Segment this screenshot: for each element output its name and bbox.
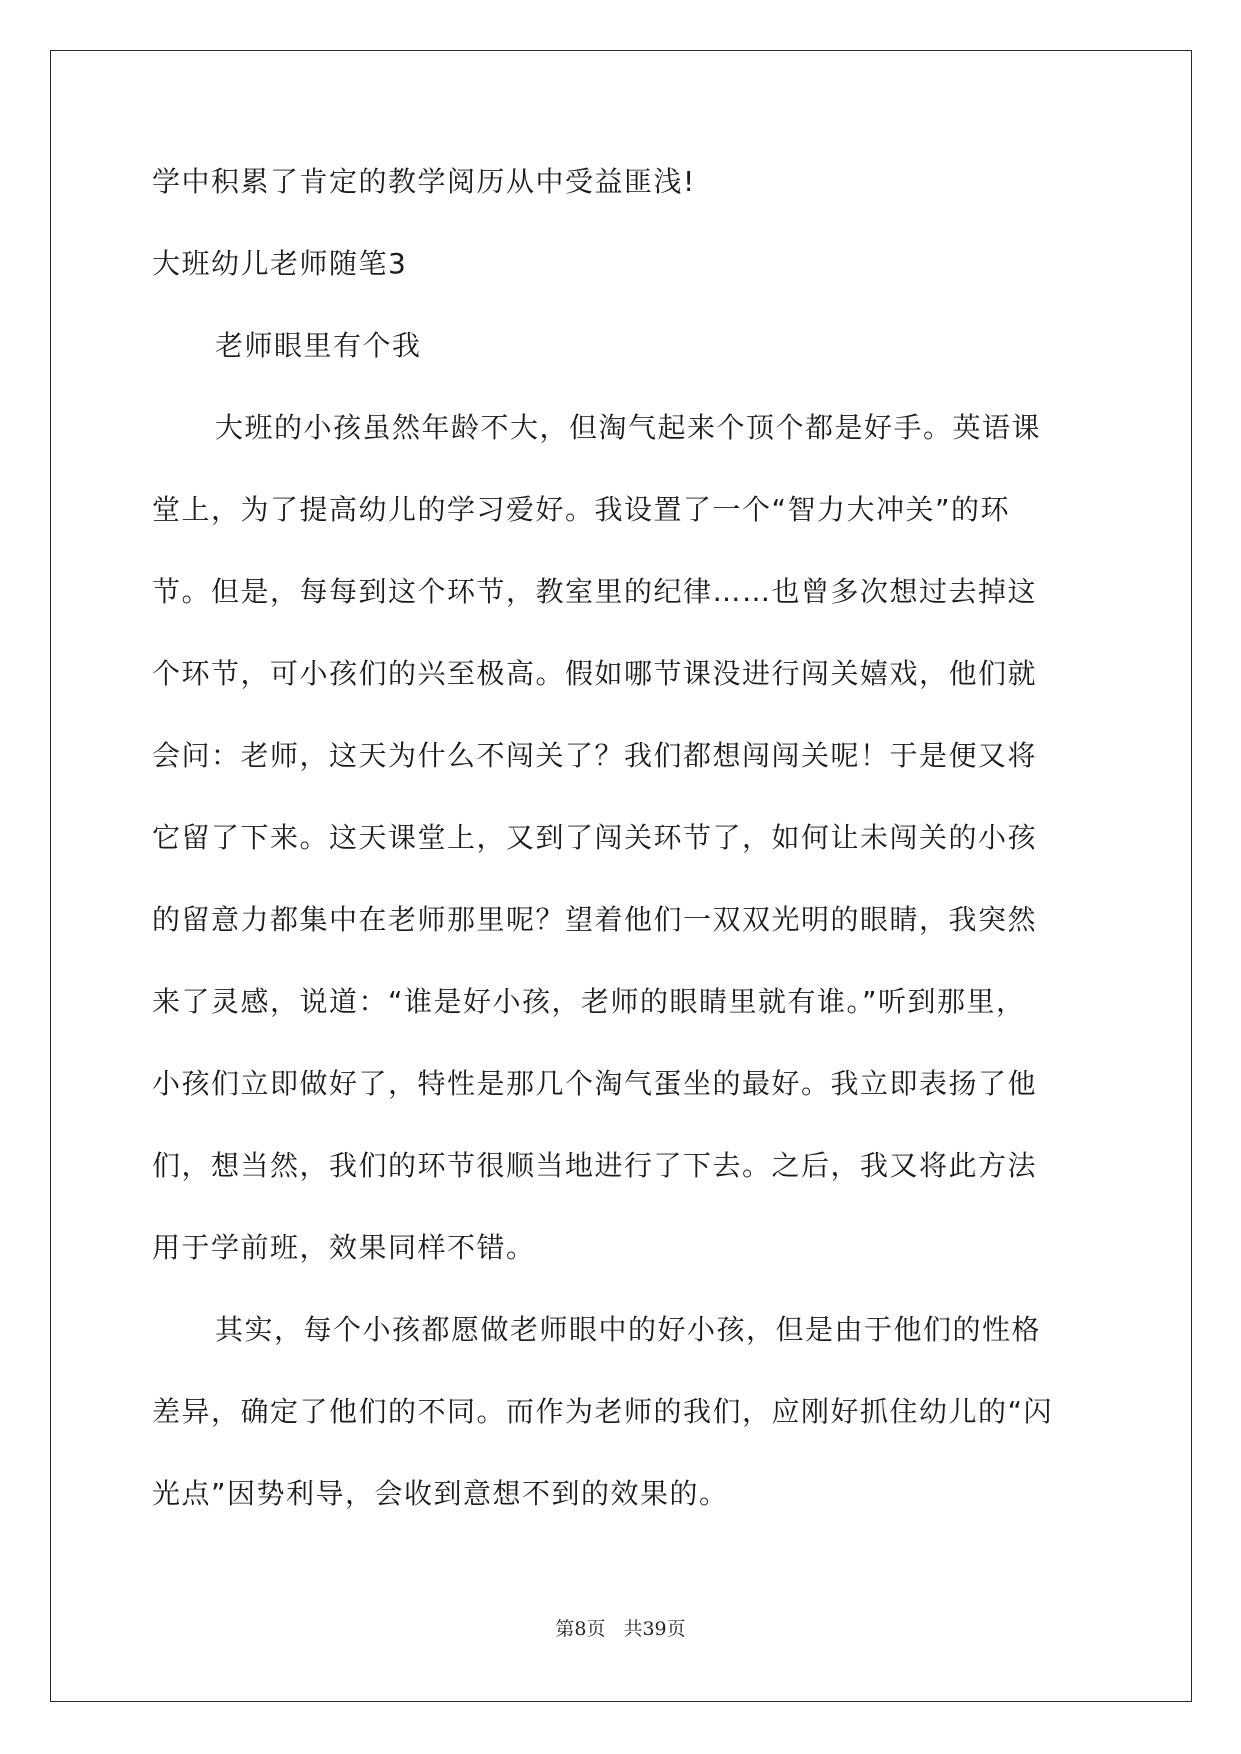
paragraph-line: 其实，每个小孩都愿做老师眼中的好小孩，但是由于他们的性格 bbox=[215, 1313, 1042, 1346]
page-footer bbox=[0, 1614, 1241, 1641]
paragraph-line: 大班的小孩虽然年龄不大，但淘气起来个顶个都是好手。英语课 bbox=[215, 411, 1042, 444]
paragraph-line: 个环节，可小孩们的兴至极高。假如哪节课没进行闯关嬉戏，他们就 bbox=[152, 657, 1038, 690]
page-total: 共39页 bbox=[623, 1618, 686, 1640]
text-line: 学中积累了肯定的教学阅历从中受益匪浅! bbox=[152, 165, 696, 198]
paragraph-line: 用于学前班，效果同样不错。 bbox=[152, 1231, 536, 1264]
paragraph-line: 的留意力都集中在老师那里呢？望着他们一双双光明的眼睛，我突然 bbox=[152, 903, 1038, 936]
paragraph-line: 节。但是，每每到这个环节，教室里的纪律……也曾多次想过去掉这 bbox=[152, 575, 1038, 608]
page-number: 第8页 bbox=[555, 1618, 606, 1640]
paragraph-line: 小孩们立即做好了，特性是那几个淘气蛋坐的最好。我立即表扬了他 bbox=[152, 1067, 1038, 1100]
article-title: 老师眼里有个我 bbox=[215, 329, 422, 362]
document-body bbox=[152, 160, 1092, 1554]
paragraph-line: 们，想当然，我们的环节很顺当地进行了下去。之后，我又将此方法 bbox=[152, 1149, 1038, 1182]
paragraph-line: 光点”因势利导，会收到意想不到的效果的。 bbox=[152, 1477, 729, 1510]
paragraph-line: 它留了下来。这天课堂上，又到了闯关环节了，如何让未闯关的小孩 bbox=[152, 821, 1038, 854]
paragraph-line: 差异，确定了他们的不同。而作为老师的我们，应刚好抓住幼儿的“闪 bbox=[152, 1395, 1054, 1428]
paragraph-line: 堂上，为了提高幼儿的学习爱好。我设置了一个“智力大冲关”的环 bbox=[152, 493, 1011, 526]
section-heading: 大班幼儿老师随笔3 bbox=[152, 247, 408, 280]
paragraph-line: 来了灵感，说道：“谁是好小孩，老师的眼睛里就有谁。”听到那里， bbox=[152, 985, 1026, 1018]
paragraph-line: 会问：老师，这天为什么不闯关了？我们都想闯闯关呢！于是便又将 bbox=[152, 739, 1038, 772]
